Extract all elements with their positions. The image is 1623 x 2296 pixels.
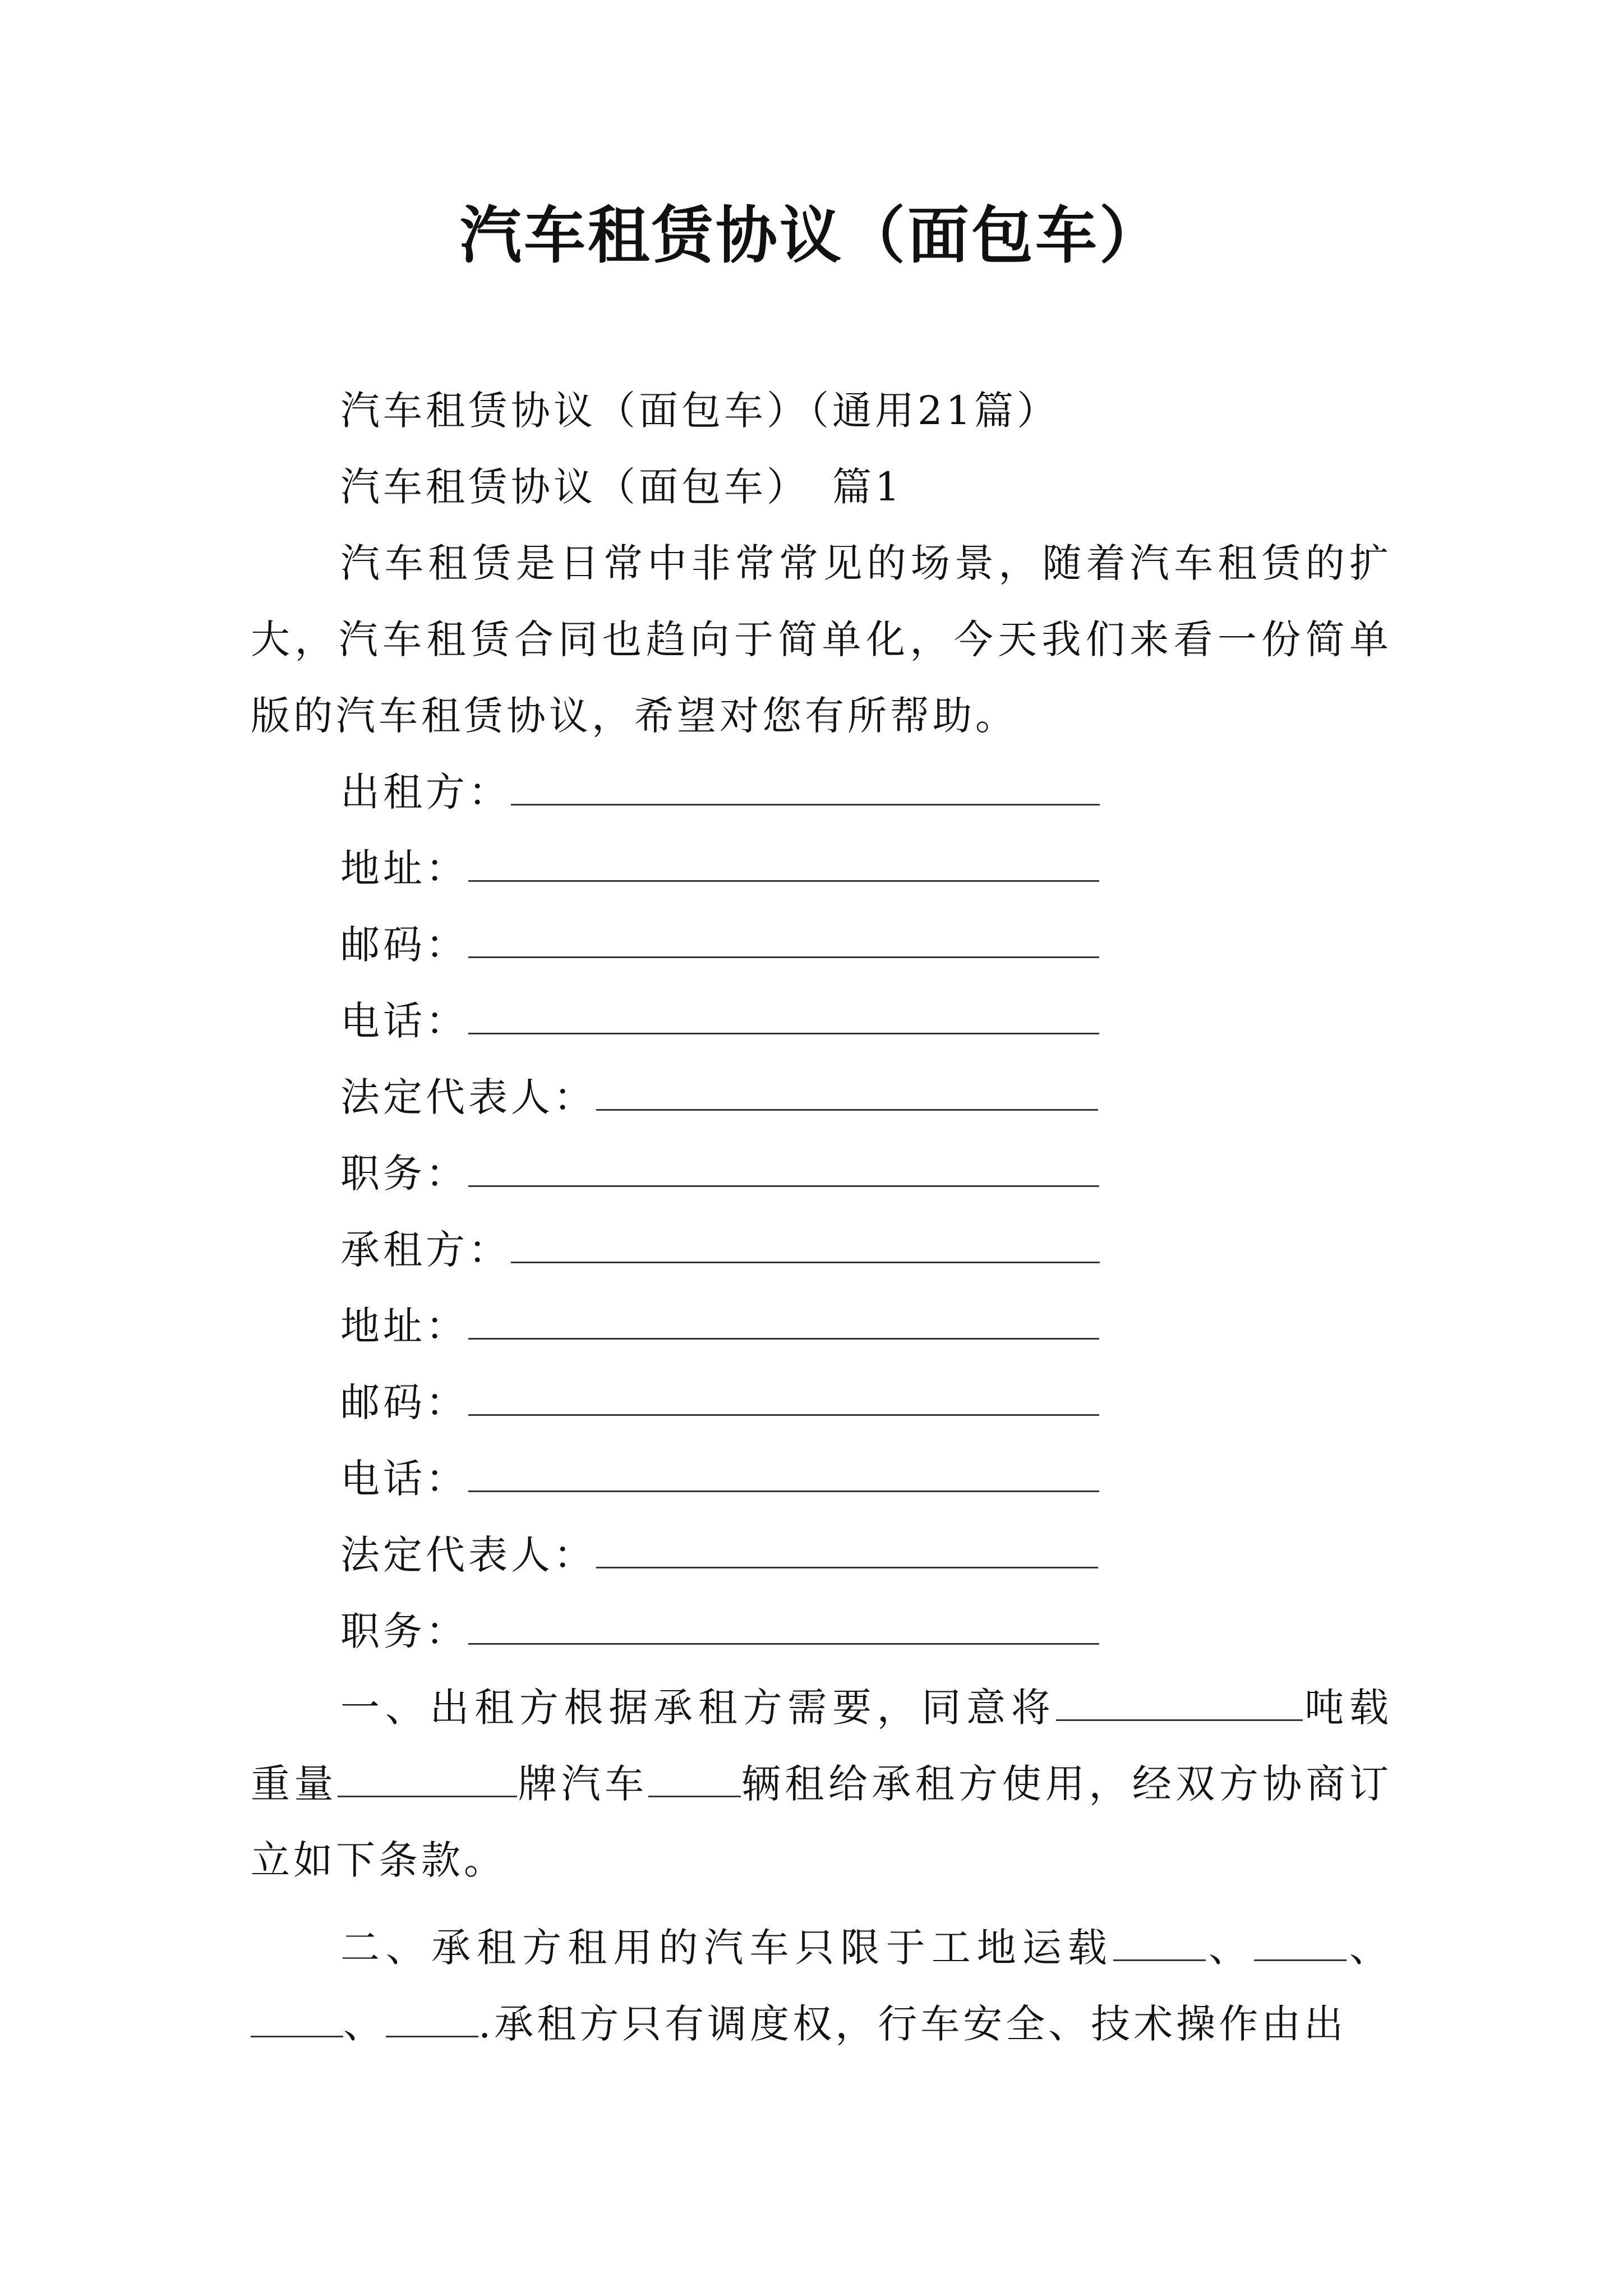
tonnage-blank[interactable] xyxy=(1056,1690,1303,1721)
lessor-postcode-field: 邮码： xyxy=(251,907,1392,983)
lessee-postcode-field: 邮码： xyxy=(251,1364,1392,1441)
lessor-position-field: 职务： xyxy=(251,1135,1392,1212)
fill-in-blank[interactable] xyxy=(468,1461,1099,1492)
fill-in-blank[interactable] xyxy=(468,1156,1099,1187)
document-subtitle: 汽车租赁协议（面包车）（通用21篇） xyxy=(340,388,1060,434)
clause-2: 二、承租方租用的汽车只限于工地运载 、 、、 .承租方只有调度权，行车安全、技术操作由出 xyxy=(251,1910,1392,2062)
fill-in-blank[interactable] xyxy=(468,1614,1099,1645)
fill-in-blank[interactable] xyxy=(468,1385,1099,1416)
lessee-name-field: 承租方： xyxy=(251,1212,1392,1288)
cargo-blank-3[interactable] xyxy=(251,2007,343,2037)
document-body xyxy=(251,372,1392,2062)
section-heading: 汽车租赁协议（面包车） 篇1 xyxy=(340,464,903,510)
fill-in-blank[interactable] xyxy=(468,1004,1099,1034)
fill-in-blank[interactable] xyxy=(468,1309,1099,1340)
lessee-address-field: 地址： xyxy=(251,1288,1392,1364)
clause-1: 一、出租方根据承租方需要，同意将 吨载重量 牌汽车 辆租给承租方使用，经双方协商订立如下条款。 xyxy=(251,1685,1393,1883)
lessee-position-field: 职务： xyxy=(251,1593,1392,1669)
fill-in-blank[interactable] xyxy=(511,1232,1100,1263)
cargo-blank-1[interactable] xyxy=(1113,1930,1206,1961)
intro-paragraph: 汽车租赁是日常中非常常见的场景，随着汽车租赁的扩大，汽车租赁合同也趋向于简单化，今天我们来看一份简单版的汽车租赁协议，希望对您有所帮助。 xyxy=(251,540,1392,739)
lessee-phone-field: 电话： xyxy=(251,1441,1392,1517)
cargo-blank-2[interactable] xyxy=(1254,1930,1347,1961)
lessor-address-field: 地址： xyxy=(251,830,1392,907)
cargo-blank-4[interactable] xyxy=(386,2007,478,2037)
fill-in-blank[interactable] xyxy=(468,851,1099,882)
fill-in-blank[interactable] xyxy=(596,1080,1098,1111)
quantity-blank[interactable] xyxy=(648,1766,741,1797)
fill-in-blank[interactable] xyxy=(596,1538,1098,1568)
lessee-legal-rep-field: 法定代表人： xyxy=(251,1517,1392,1593)
fill-in-blank[interactable] xyxy=(511,775,1100,806)
fill-in-blank[interactable] xyxy=(468,927,1099,958)
lessor-legal-rep-field: 法定代表人： xyxy=(251,1059,1392,1135)
document-title: 汽车租赁协议（面包车） xyxy=(460,199,1163,272)
lessor-name-field: 出租方： xyxy=(251,754,1392,830)
lessor-phone-field: 电话： xyxy=(251,983,1392,1059)
brand-blank[interactable] xyxy=(338,1766,517,1797)
